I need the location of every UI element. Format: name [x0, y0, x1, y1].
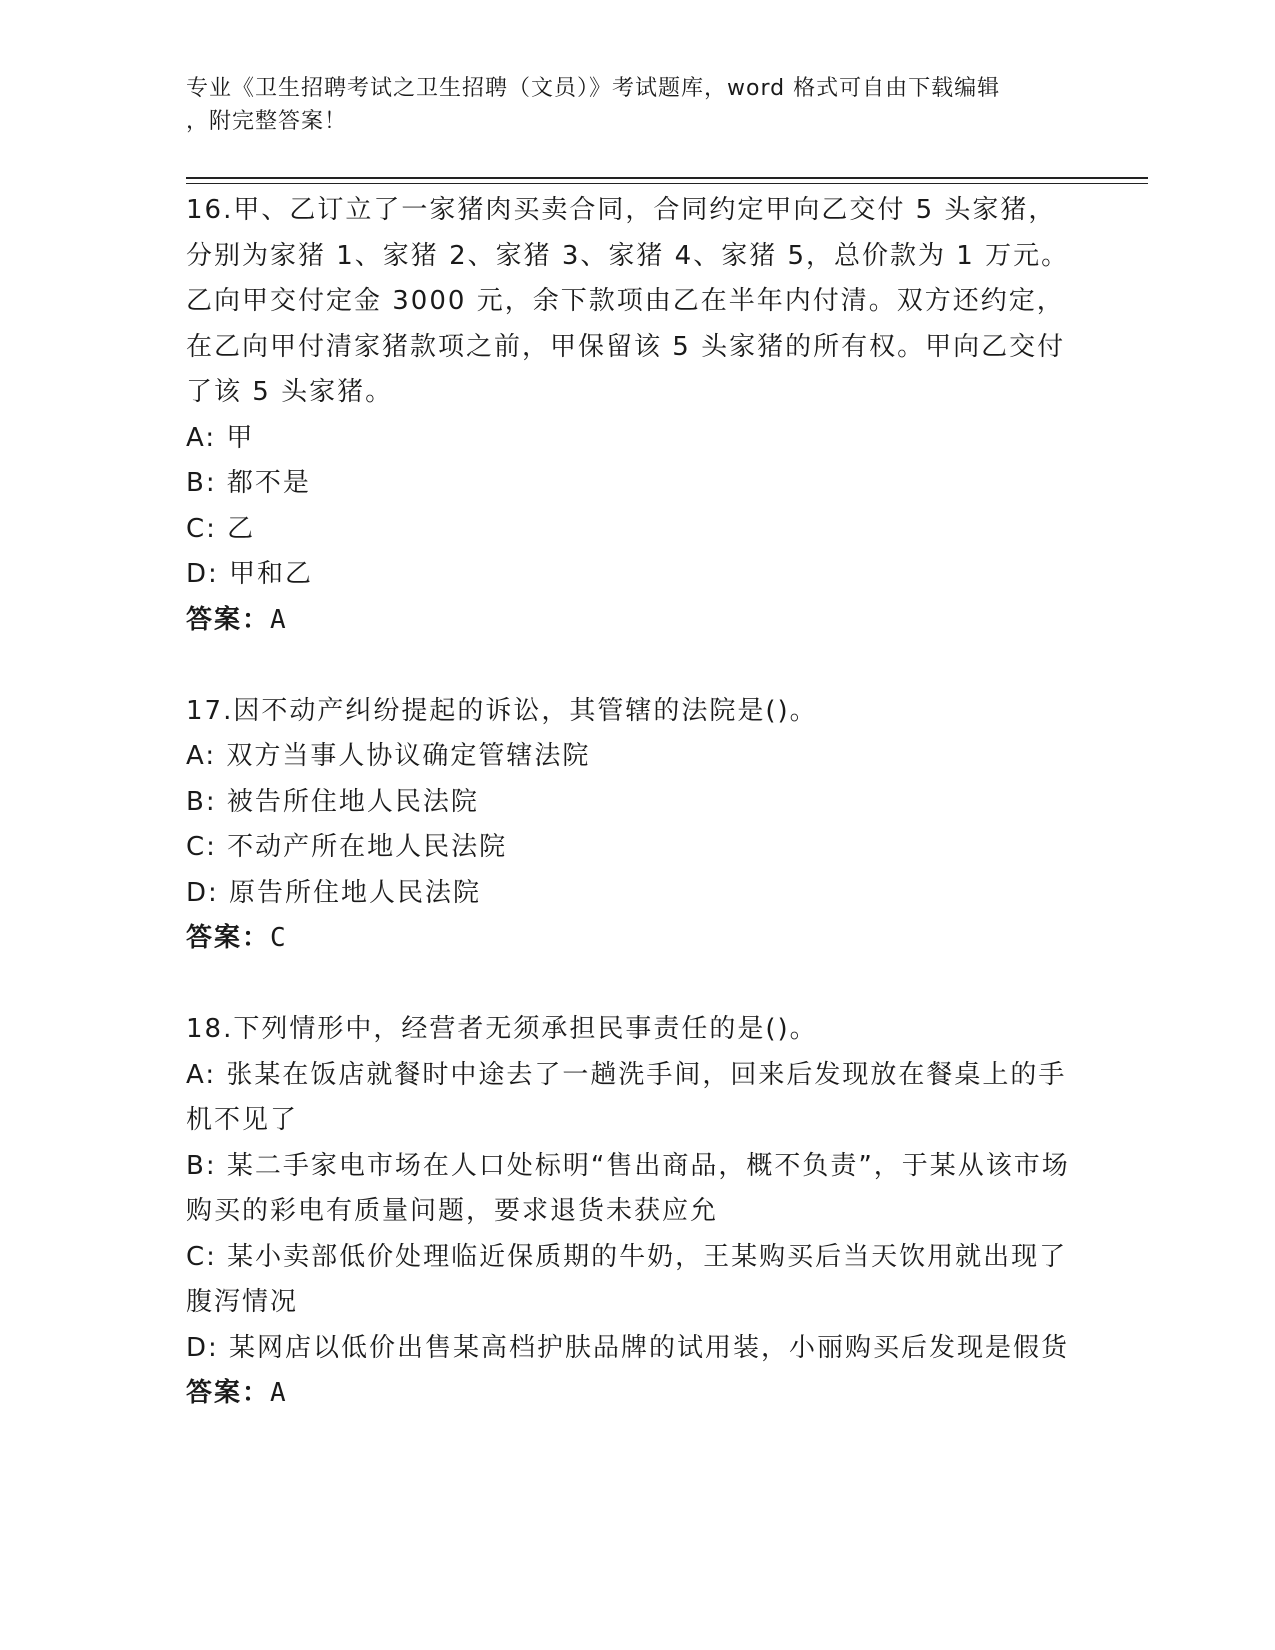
option-b: B: 被告所住地人民法院 — [186, 786, 479, 817]
question-17 — [186, 689, 1076, 962]
option-c: C: 某小卖部低价处理临近保质期的牛奶，王某购买后当天饮用就出现了腹泻情况 — [186, 1241, 1068, 1317]
option-c: C: 不动产所在地人民法院 — [186, 832, 508, 862]
option-d: D: 某网店以低价出售某高档护肤品牌的试用装，小丽购买后发现是假货 — [186, 1332, 1070, 1363]
question-16 — [186, 188, 1076, 643]
option-b: B: 某二手家电市场在人口处标明“售出商品，概不负责”，于某从该市场购买的彩电有质量问题，要求退货未获应允 — [186, 1150, 1070, 1226]
header-divider-thin — [186, 183, 1148, 184]
question-stem: 16.甲、乙订立了一家猪肉买卖合同，合同约定甲向乙交付 5 头家猪，分别为家猪 1、家猪 2、家猪 3、家猪 4、家猪 5，总价款为 1 万元。乙向甲交付定金 3000 元，余下款项由乙在半年内付清。双方还约定，在乙向甲付清家猪款项之前，甲保留该 5 头家猪的所有权。甲向乙交付了该 5 头家猪。 — [186, 195, 1070, 407]
option-d: D: 甲和乙 — [186, 559, 314, 589]
option-b: B: 都不是 — [186, 468, 311, 498]
answer-value: C — [270, 923, 288, 953]
document-header — [186, 72, 1066, 138]
option-a: A: 双方当事人协议确定管辖法院 — [186, 741, 591, 771]
header-divider-thick — [186, 177, 1148, 179]
option-d: D: 原告所住地人民法院 — [186, 877, 482, 908]
answer-line — [186, 598, 1076, 644]
option-a: A: 甲 — [186, 422, 255, 453]
question-18 — [186, 1007, 1076, 1417]
answer-label: 答案： — [186, 604, 271, 635]
question-list — [186, 188, 1076, 1417]
answer-label: 答案： — [186, 1378, 271, 1408]
option-a: A: 张某在饭店就餐时中途去了一趟洗手间，回来后发现放在餐桌上的手机不见了 — [186, 1059, 1067, 1135]
header-line-1: 专业《卫生招聘考试之卫生招聘（文员）》考试题库，word 格式可自由下载编辑 — [186, 76, 1001, 101]
answer-line — [186, 916, 1076, 962]
question-stem: 18.下列情形中，经营者无须承担民事责任的是()。 — [186, 1014, 818, 1044]
answer-value: A — [270, 1378, 288, 1408]
option-c: C: 乙 — [186, 513, 256, 544]
question-stem: 17.因不动产纠纷提起的诉讼，其管辖的法院是()。 — [186, 695, 818, 726]
answer-line — [186, 1371, 1076, 1417]
answer-value: A — [270, 604, 288, 635]
header-line-2: ，附完整答案！ — [186, 109, 348, 134]
answer-label: 答案： — [186, 923, 271, 953]
